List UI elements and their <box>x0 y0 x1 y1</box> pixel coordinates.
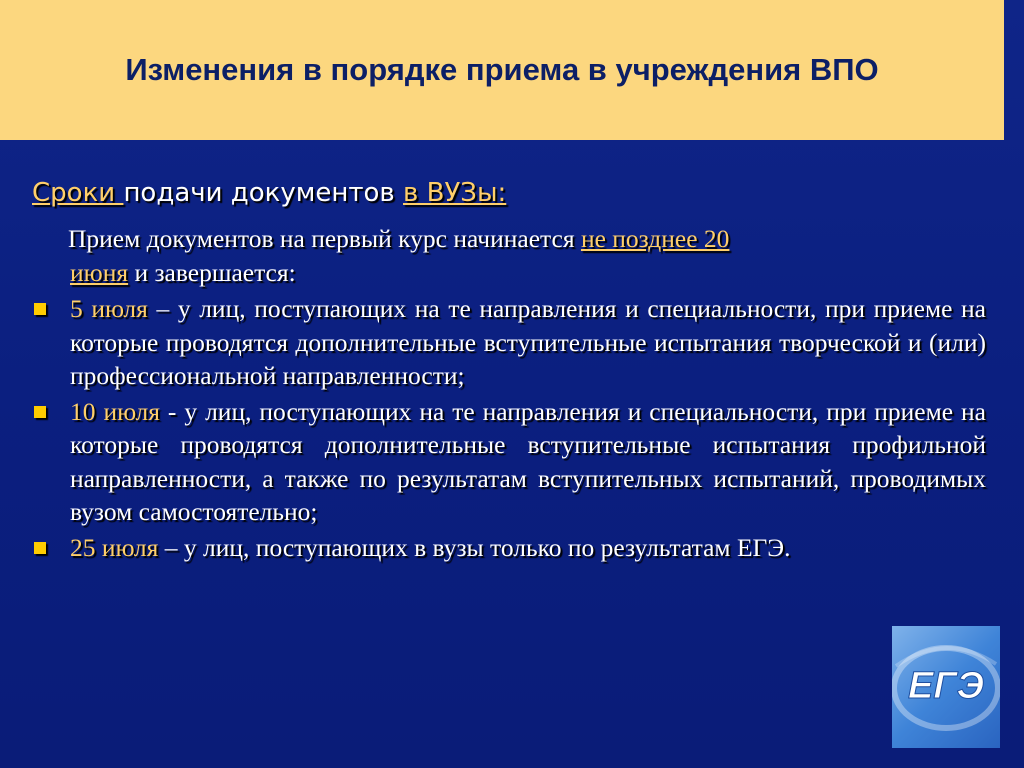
bullet-square-icon <box>34 303 46 315</box>
slide-body <box>32 222 986 566</box>
intro-highlight-1: не позднее 20 <box>580 224 730 253</box>
bullet-date: 5 июля <box>70 294 148 323</box>
bullet-list <box>32 292 986 564</box>
bullet-text: – у лиц, поступающих в вузы только по результатам ЕГЭ. <box>158 532 791 562</box>
slide-title: Изменения в порядке приема в учреждения ВПО <box>125 52 879 87</box>
bullet-square-icon <box>34 406 46 418</box>
bullet-item <box>32 531 986 565</box>
bullet-item <box>32 395 986 529</box>
intro-text-before: Прием документов на первый курс начинается <box>68 224 581 253</box>
subheading-part-1: Сроки <box>32 178 124 208</box>
subheading-part-2: подачи документов <box>123 178 404 208</box>
bullet-square-icon <box>34 542 46 554</box>
bullet-item <box>32 292 986 393</box>
ege-logo-text: ЕГЭ <box>908 665 984 707</box>
intro-text-after: и завершается: <box>128 257 296 287</box>
intro-highlight-2: июня <box>70 257 129 287</box>
bullet-date: 10 июля <box>70 396 160 426</box>
bullet-date: 25 июля <box>70 532 159 562</box>
bullet-text: – у лиц, поступающих на те направления и специальности, при приеме на которые проводятся дополнительные вступительные испытания творческой и (или) профессиональной направленности; <box>70 294 986 390</box>
title-bar <box>0 0 1004 140</box>
bullet-text: - у лиц, поступающих на те направления и специальности, при приеме на которые проводятся дополнительные вступительные испытания профильной направленности, а также по результатам вступительных испытаний, проводимых вузом самостоятельно; <box>70 396 986 526</box>
subheading <box>32 178 506 208</box>
ege-logo-icon <box>892 626 1000 748</box>
intro-paragraph <box>32 222 986 289</box>
subheading-part-3: в ВУЗы: <box>403 178 507 208</box>
